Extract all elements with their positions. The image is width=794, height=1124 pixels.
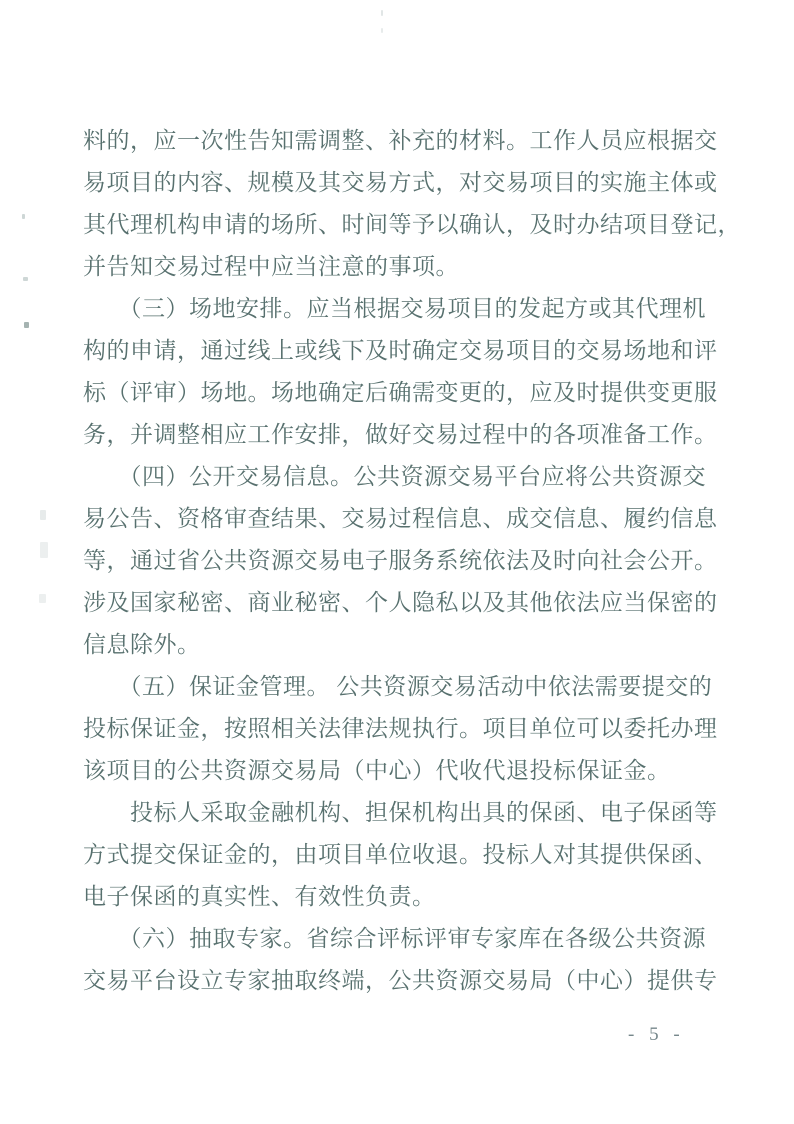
paragraph bbox=[83, 288, 743, 456]
paragraph bbox=[83, 120, 743, 288]
text-line: 并告知交易过程中应当注意的事项。 bbox=[83, 254, 459, 279]
text-line: 等，通过省公共资源交易电子服务系统依法及时向社会公开。 bbox=[83, 548, 718, 573]
document-body bbox=[83, 120, 743, 1002]
text-line: 涉及国家秘密、商业秘密、个人隐私以及其他依法应当保密的 bbox=[83, 590, 718, 615]
text-line: 其代理机构申请的场所、时间等予以确认，及时办结项目登记， bbox=[83, 212, 741, 237]
text-line: 构的申请，通过线上或线下及时确定交易项目的交易场地和评 bbox=[83, 338, 718, 363]
paragraph bbox=[83, 456, 743, 666]
text-line: 易公告、资格审查结果、交易过程信息、成交信息、履约信息 bbox=[83, 506, 718, 531]
scan-speck bbox=[381, 28, 383, 33]
text-line: 易项目的内容、规模及其交易方式，对交易项目的实施主体或 bbox=[83, 170, 718, 195]
scan-speck bbox=[23, 277, 28, 281]
text-line: （六）抽取专家。省综合评标评审专家库在各级公共资源 bbox=[83, 926, 706, 951]
scan-speck bbox=[24, 322, 29, 328]
scan-speck bbox=[22, 214, 25, 219]
text-line: 交易平台设立专家抽取终端，公共资源交易局（中心）提供专 bbox=[83, 968, 718, 993]
text-line: （三）场地安排。应当根据交易项目的发起方或其代理机 bbox=[83, 296, 706, 321]
paragraph bbox=[83, 792, 743, 918]
scan-speck bbox=[381, 10, 383, 16]
text-line: （五）保证金管理。 公共资源交易活动中依法需要提交的 bbox=[83, 674, 713, 699]
page-number: - 5 - bbox=[628, 1024, 685, 1045]
paragraph bbox=[83, 918, 743, 1002]
text-line: （四）公开交易信息。公共资源交易平台应将公共资源交 bbox=[83, 464, 706, 489]
text-line: 信息除外。 bbox=[83, 632, 201, 657]
scan-speck bbox=[40, 510, 46, 520]
text-line: 标（评审）场地。场地确定后确需变更的，应及时提供变更服 bbox=[83, 380, 718, 405]
scan-speck bbox=[39, 594, 46, 603]
text-line: 投标人采取金融机构、担保机构出具的保函、电子保函等 bbox=[83, 800, 718, 825]
text-line: 料的，应一次性告知需调整、补充的材料。工作人员应根据交 bbox=[83, 128, 718, 153]
text-line: 方式提交保证金的，由项目单位收退。投标人对其提供保函、 bbox=[83, 842, 718, 867]
text-line: 务，并调整相应工作安排，做好交易过程中的各项准备工作。 bbox=[83, 422, 718, 447]
text-line: 电子保函的真实性、有效性负责。 bbox=[83, 884, 436, 909]
text-line: 该项目的公共资源交易局（中心）代收代退投标保证金。 bbox=[83, 758, 671, 783]
paragraph bbox=[83, 666, 743, 792]
scan-speck bbox=[40, 542, 48, 558]
text-line: 投标保证金，按照相关法律法规执行。项目单位可以委托办理 bbox=[83, 716, 718, 741]
